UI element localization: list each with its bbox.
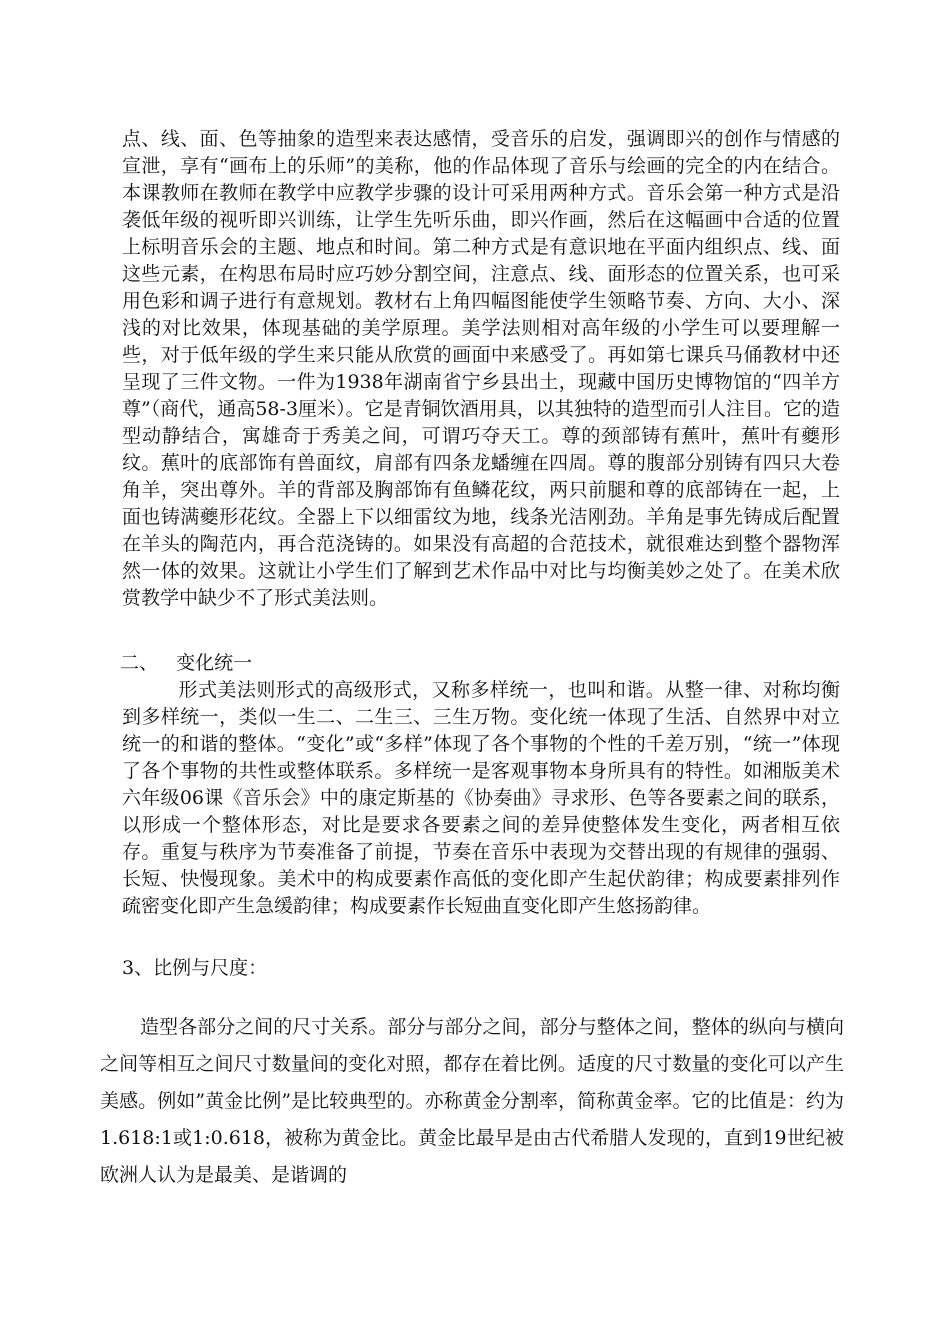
unity-paragraph: 形式美法则形式的高级形式，又称多样统一，也叫和谐。从整一律、对称均衡到多样统一，类似一生二、二生三、三生万物。变化统一体现了生活、自然界中对立统一的和谐的整体。“变化”或“多样”体现了各个事物的个性的千差万别，“统一”体现了各个事物的共性或整体联系。多样统一是客观事物本身所具有的特性。如湘版美术六年级06课《音乐会》中的康定斯基的《协奏曲》寻求形、色等各要素之间的联系，以形成一个整体形态，对比是要求各要素之间的差异使整体发生变化，两者相互依存。重复与秩序为节奏准备了前提，节奏在音乐中表现为交替出现的有规律的强弱、长短、快慢现象。美术中的构成要素作高低的变化即产生起伏韵律；构成要素排列作疏密变化即产生急缓韵律；构成要素作长短曲直变化即产生悠扬韵律。: [122, 679, 840, 917]
unity-paragraph-container: [122, 677, 840, 920]
intro-paragraph: 点、线、面、色等抽象的造型来表达感情，受音乐的启发，强调即兴的创作与情感的宣泄，享有“画布上的乐师”的美称，他的作品体现了音乐与绘画的完全的内在结合。本课教师在教师在教学中应教学步骤的设计可采用两种方式。音乐会第一种方式是沿袭低年级的视听即兴训练，让学生先听乐曲，即兴作画，然后在这幅画中合适的位置上标明音乐会的主题、地点和时间。第二种方式是有意识地在平面内组织点、线、面这些元素，在构思布局时应巧妙分割空间，注意点、线、面形态的位置关系，也可采用色彩和调子进行有意规划。教材右上角四幅图能使学生领略节奏、方向、大小、深浅的对比效果，体现基础的美学原理。美学法则相对高年级的小学生可以要理解一些，对于低年级的学生来只能从欣赏的画面中来感受了。再如第七课兵马俑教材中还呈现了三件文物。一件为1938年湖南省宁乡县出土，现藏中国历史博物馆的“四羊方尊”（商代，通高58-3厘米）。它是青铜饮酒用具，以其独特的造型而引人注目。它的造型动静结合，寓雄奇于秀美之间，可谓巧夺天工。尊的颈部铸有蕉叶，蕉叶有夔形纹。蕉叶的底部饰有兽面纹，肩部有四条龙蟠缠在四周。尊的腹部分别铸有四只大卷角羊，突出尊外。羊的背部及胸部饰有鱼鳞花纹，两只前腿和尊的底部铸在一起，上面也铸满夔形花纹。全器上下以细雷纹为地，线条光洁刚劲。羊角是事先铸成后配置在羊头的陶范内，再合范浇铸的。如果没有高超的合范技术，就很难达到整个器物浑然一体的效果。这就让小学生们了解到艺术作品中对比与均衡美妙之处了。在美术欣赏教学中缺少不了形式美法则。: [122, 128, 840, 609]
section-heading-variation-unity: 二、 变化统一: [120, 652, 253, 674]
proportion-paragraph-container: [100, 1009, 844, 1194]
section-heading-proportion-scale: 3、比例与尺度：: [122, 957, 268, 979]
proportion-paragraph: 造型各部分之间的尺寸关系。部分与部分之间，部分与整体之间，整体的纵向与横向之间等相互之间尺寸数量间的变化对照，都存在着比例。适度的尺寸数量的变化可以产生美感。例如”黄金比例”是比较典型的。亦称黄金分割率，简称黄金率。它的比值是：约为1.618:1或1:0.618，被称为黄金比。黄金比最早是由古代希腊人发现的，直到19世纪被欧洲人认为是最美、是谐调的: [100, 1016, 844, 1186]
